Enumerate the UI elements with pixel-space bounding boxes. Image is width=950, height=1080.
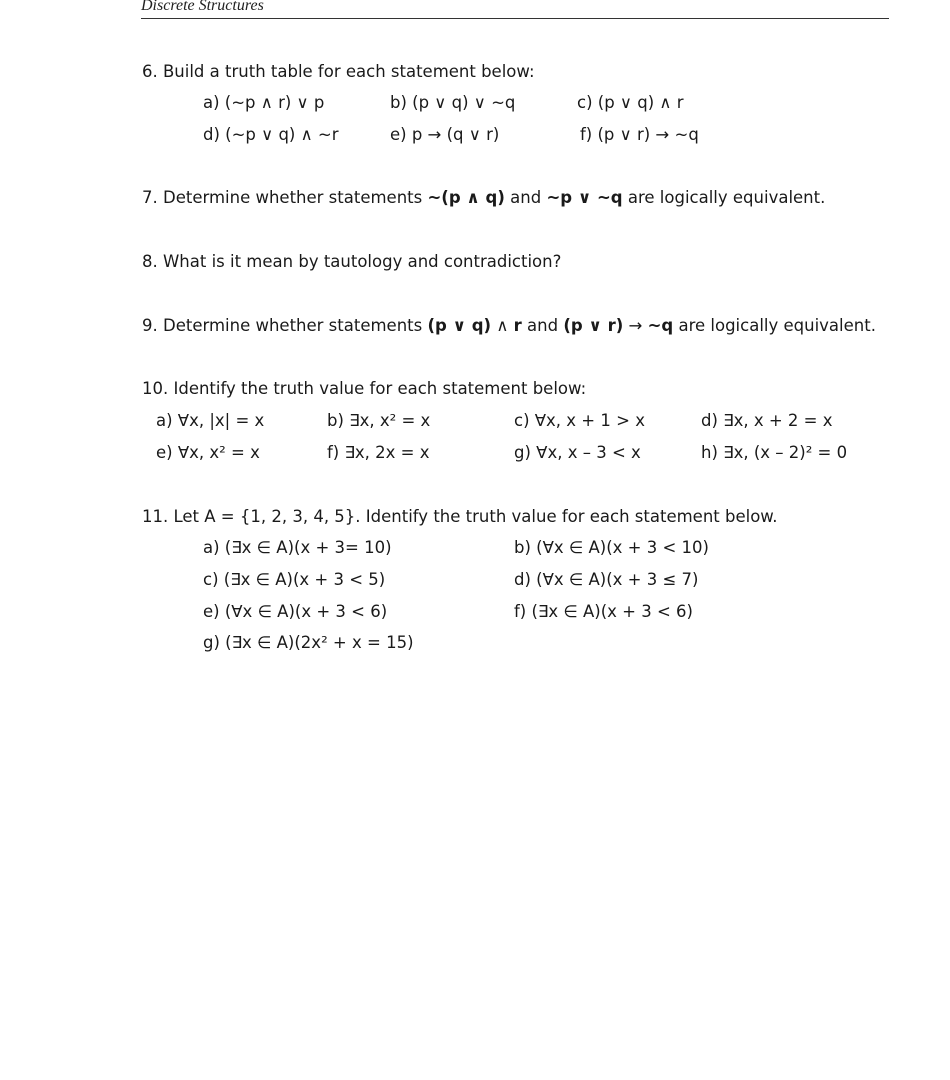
- question-11-item: a) (∃x ∈ A)(x + 3= 10): [203, 538, 392, 557]
- question-6-item: a) (~p ∧ r) ∨ p: [203, 93, 325, 112]
- question-11-item: b) (∀x ∈ A)(x + 3 < 10): [514, 538, 709, 557]
- question-10-item: h) ∃x, (x – 2)² = 0: [701, 443, 848, 462]
- statement-2-operator: →: [623, 316, 648, 335]
- question-6-item: b) (p ∨ q) ∨ ~q: [390, 93, 516, 112]
- question-11-item: g) (∃x ∈ A)(2x² + x = 15): [203, 633, 414, 652]
- question-7-text-end: are logically equivalent.: [622, 188, 826, 207]
- statement-2-part: ~q: [647, 316, 674, 335]
- question-10-item: e) ∀x, x² = x: [156, 443, 260, 462]
- statement-1-part: (p ∨ q): [427, 316, 492, 335]
- statement-2: ~p ∨ ~q: [546, 188, 623, 207]
- question-10-prompt: 10. Identify the truth value for each statement below:: [142, 379, 587, 398]
- question-11-prompt: 11. Let A = {1, 2, 3, 4, 5}. Identify the truth value for each statement below.: [142, 507, 778, 526]
- question-10-item: b) ∃x, x² = x: [327, 411, 431, 430]
- question-8: 8. What is it mean by tautology and contradiction?: [142, 252, 562, 271]
- question-10-item: f) ∃x, 2x = x: [327, 443, 430, 462]
- statement-1-operator: ∧: [491, 316, 514, 335]
- question-9: [142, 316, 876, 336]
- course-title: Discrete Structures: [141, 0, 264, 14]
- statement-1-part: r: [513, 316, 522, 335]
- question-7-text: 7. Determine whether statements: [142, 188, 428, 207]
- question-9-text-end: are logically equivalent.: [673, 316, 876, 335]
- statement-2-part: (p ∨ r): [563, 316, 624, 335]
- question-6-item: f) (p ∨ r) → ~q: [580, 125, 699, 144]
- page-header: [141, 0, 889, 19]
- question-6-item: e) p → (q ∨ r): [390, 125, 500, 144]
- conjunction: and: [521, 316, 564, 335]
- question-11-item: d) (∀x ∈ A)(x + 3 ≤ 7): [514, 570, 699, 589]
- question-6-item: c) (p ∨ q) ∧ r: [577, 93, 684, 112]
- question-10-item: g) ∀x, x – 3 < x: [514, 443, 641, 462]
- question-11-item: f) (∃x ∈ A)(x + 3 < 6): [514, 602, 693, 621]
- question-10-item: d) ∃x, x + 2 = x: [701, 411, 833, 430]
- question-10-item: c) ∀x, x + 1 > x: [514, 411, 645, 430]
- question-11-item: e) (∀x ∈ A)(x + 3 < 6): [203, 602, 388, 621]
- statement-1: ~(p ∧ q): [427, 188, 505, 207]
- question-6-prompt: 6. Build a truth table for each statement below:: [142, 62, 535, 81]
- question-11-item: c) (∃x ∈ A)(x + 3 < 5): [203, 570, 386, 589]
- question-10-item: a) ∀x, |x| = x: [156, 411, 265, 430]
- question-7: [142, 188, 825, 208]
- conjunction: and: [504, 188, 547, 207]
- question-6-item: d) (~p ∨ q) ∧ ~r: [203, 125, 339, 144]
- question-9-text: 9. Determine whether statements: [142, 316, 428, 335]
